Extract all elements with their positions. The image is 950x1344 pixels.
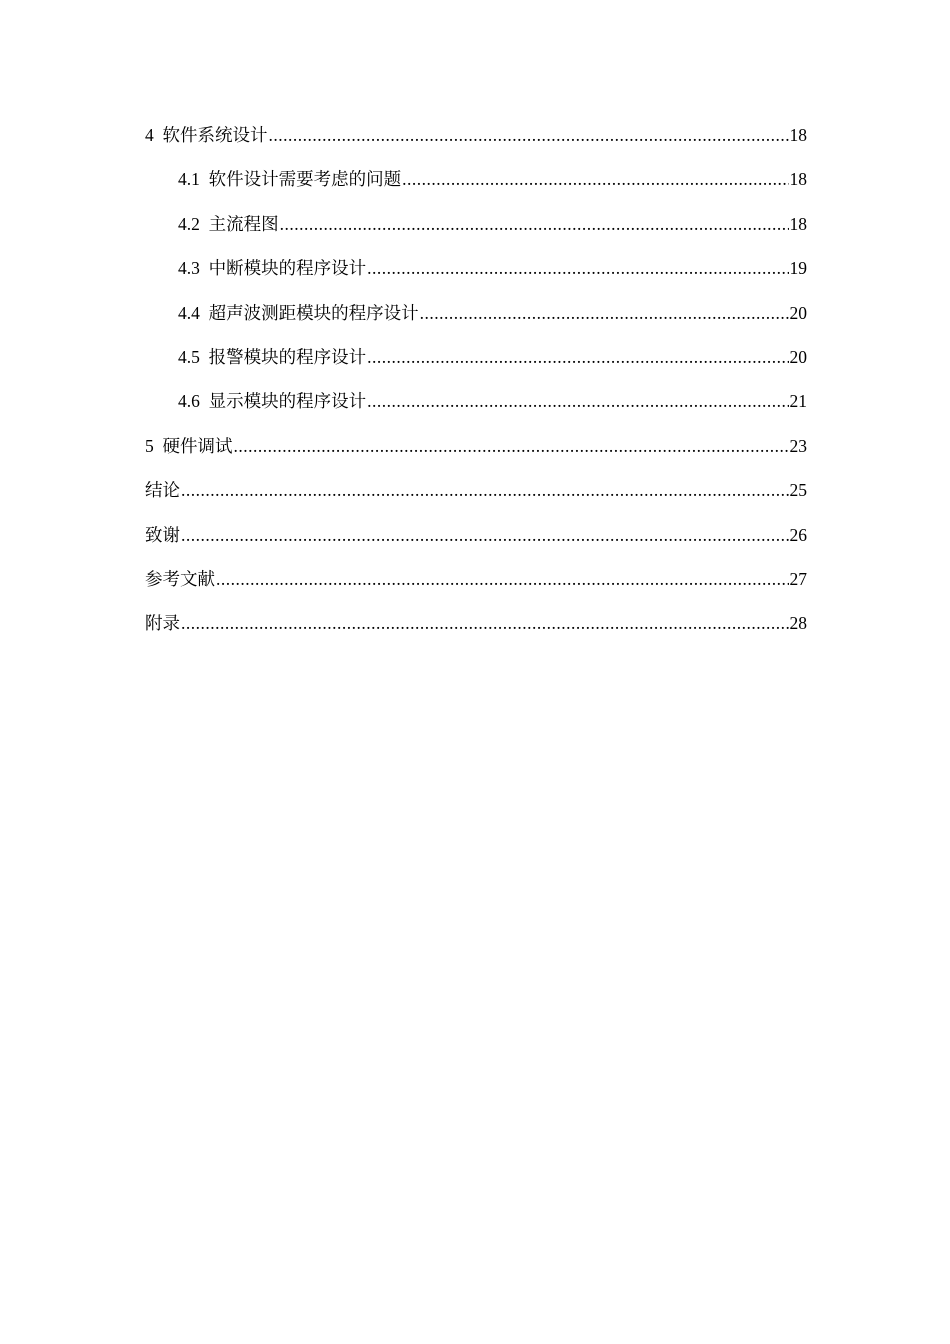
toc-dot-leader bbox=[181, 520, 789, 550]
toc-entry-number: 4.1 bbox=[178, 169, 200, 190]
toc-entry-page: 20 bbox=[789, 302, 807, 323]
toc-entry[interactable] bbox=[145, 608, 807, 652]
toc-entry[interactable] bbox=[145, 164, 807, 208]
toc-entry-title: 报警模块的程序设计 bbox=[208, 346, 367, 367]
toc-dot-leader bbox=[216, 564, 789, 594]
toc-entry[interactable] bbox=[145, 431, 807, 475]
toc-dot-leader bbox=[181, 608, 789, 638]
toc-entry-number: 5 bbox=[145, 435, 154, 456]
toc-entry-title: 硬件调试 bbox=[162, 435, 233, 456]
toc-entry[interactable] bbox=[145, 253, 807, 297]
toc-dot-leader bbox=[234, 431, 789, 461]
toc-entry-number: 4.6 bbox=[178, 391, 200, 412]
toc-entry-number: 4.2 bbox=[178, 213, 200, 234]
toc-entry[interactable] bbox=[145, 386, 807, 430]
toc-entry-gap bbox=[154, 120, 163, 150]
toc-entry-page: 25 bbox=[789, 480, 807, 501]
toc-dot-leader bbox=[367, 342, 788, 372]
toc-entry-gap bbox=[200, 386, 209, 416]
toc-entry-gap bbox=[200, 209, 209, 239]
toc-entry-page: 19 bbox=[789, 258, 807, 279]
toc-entry[interactable] bbox=[145, 298, 807, 342]
toc-entry-number: 4 bbox=[145, 125, 154, 145]
toc-entry-title: 致谢 bbox=[145, 524, 180, 545]
toc-entry[interactable] bbox=[145, 120, 807, 164]
toc-entry-page: 18 bbox=[789, 169, 807, 190]
toc-dot-leader bbox=[420, 298, 789, 328]
toc-entry-number: 4.4 bbox=[178, 302, 200, 323]
toc-dot-leader bbox=[280, 209, 789, 239]
toc-entry-gap bbox=[154, 431, 163, 461]
toc-dot-leader bbox=[181, 475, 789, 505]
toc-entry-number: 4.5 bbox=[178, 346, 200, 367]
toc-entry-gap bbox=[200, 164, 209, 194]
toc-entry-page: 18 bbox=[789, 125, 807, 145]
toc-entry-gap bbox=[200, 253, 209, 283]
table-of-contents bbox=[145, 120, 807, 653]
toc-entry-title: 主流程图 bbox=[208, 213, 279, 234]
toc-dot-leader bbox=[367, 386, 788, 416]
toc-entry[interactable] bbox=[145, 475, 807, 519]
toc-entry-page: 21 bbox=[789, 391, 807, 412]
toc-entry-title: 软件系统设计 bbox=[162, 125, 268, 145]
toc-entry-title: 附录 bbox=[145, 613, 180, 634]
toc-dot-leader bbox=[269, 120, 789, 150]
toc-entry-page: 23 bbox=[789, 435, 807, 456]
toc-entry-page: 18 bbox=[789, 213, 807, 234]
toc-entry[interactable] bbox=[145, 520, 807, 564]
toc-entry-title: 显示模块的程序设计 bbox=[208, 391, 367, 412]
toc-entry[interactable] bbox=[145, 564, 807, 608]
toc-entry-gap bbox=[200, 298, 209, 328]
toc-entry[interactable] bbox=[145, 209, 807, 253]
toc-dot-leader bbox=[367, 253, 788, 283]
toc-dot-leader bbox=[402, 164, 788, 194]
toc-entry-page: 28 bbox=[789, 613, 807, 634]
toc-entry-title: 参考文献 bbox=[145, 568, 215, 589]
toc-entry-title: 超声波测距模块的程序设计 bbox=[208, 302, 419, 323]
toc-entry[interactable] bbox=[145, 342, 807, 386]
toc-entry-page: 27 bbox=[789, 568, 807, 589]
toc-entry-title: 中断模块的程序设计 bbox=[208, 258, 367, 279]
toc-entry-title: 结论 bbox=[145, 480, 180, 501]
toc-entry-gap bbox=[200, 342, 209, 372]
toc-entry-number: 4.3 bbox=[178, 258, 200, 279]
toc-entry-page: 26 bbox=[789, 524, 807, 545]
toc-entry-title: 软件设计需要考虑的问题 bbox=[208, 169, 402, 190]
toc-entry-page: 20 bbox=[789, 346, 807, 367]
